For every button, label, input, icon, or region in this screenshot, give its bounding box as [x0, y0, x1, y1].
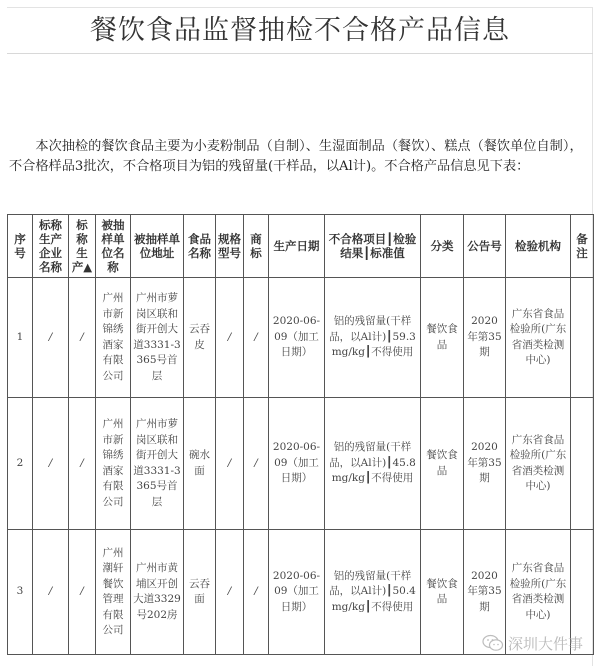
cell-failed-item: 铝的残留量(干样品，以Al计)┃45.8mg/kg┃不得使用 — [325, 398, 421, 530]
header-lab: 检验机构 — [506, 215, 571, 278]
cell-notice-no: 2020年第35期 — [464, 530, 506, 655]
cell-sampled-address: 广州市黄埔区开创大道3329号202房 — [131, 530, 184, 655]
cell-spec: / — [216, 278, 244, 398]
cell-spec: / — [216, 398, 244, 530]
cell-sampled-address: 广州市萝岗区联和街开创大道3331-3365号首层 — [131, 398, 184, 530]
cell-production-date: 2020-06-09（加工日期） — [269, 278, 325, 398]
cell-producer-name: / — [33, 278, 69, 398]
header-notice-no: 公告号 — [464, 215, 506, 278]
header-category: 分类 — [421, 215, 464, 278]
header-production-date: 生产日期 — [269, 215, 325, 278]
cell-lab: 广东省食品检验所(广东省酒类检测中心) — [506, 398, 571, 530]
cell-food-name: 云吞面 — [184, 530, 216, 655]
header-spec: 规格型号 — [216, 215, 244, 278]
cell-sampled-address: 广州市萝岗区联和街开创大道3331-3365号首层 — [131, 278, 184, 398]
cell-category: 餐饮食品 — [421, 530, 464, 655]
cell-lab: 广东省食品检验所(广东省酒类检测中心) — [506, 530, 571, 655]
cell-serial-no: 1 — [8, 278, 33, 398]
cell-producer-address: / — [69, 278, 96, 398]
cell-food-name: 碗水面 — [184, 398, 216, 530]
header-remark: 备注 — [571, 215, 594, 278]
cell-producer-name: / — [33, 530, 69, 655]
cell-brand: / — [244, 530, 269, 655]
cell-category: 餐饮食品 — [421, 278, 464, 398]
cell-brand: / — [244, 278, 269, 398]
watermark — [482, 632, 583, 654]
intro-paragraph: 本次抽检的餐饮食品主要为小麦粉制品（自制）、生湿面制品（餐饮）、糕点（餐饮单位自制），不合格样品3批次，不合格项目为铝的残留量(干样品，以Al计)。不合格产品信息见下表： — [9, 139, 583, 175]
cell-production-date: 2020-06-09（加工日期） — [269, 530, 325, 655]
header-producer-name: 标称生产企业名称 — [33, 215, 69, 278]
cell-spec: / — [216, 530, 244, 655]
cell-brand: / — [244, 398, 269, 530]
cell-sampled-unit: 广州市新锦绣酒家有限公司 — [96, 398, 131, 530]
cell-category: 餐饮食品 — [421, 398, 464, 530]
cell-failed-item: 铝的残留量(干样品，以Al计)┃59.3mg/kg┃不得使用 — [325, 278, 421, 398]
cell-notice-no: 2020年第35期 — [464, 398, 506, 530]
header-failed-item: 不合格项目┃检验结果┃标准值 — [325, 215, 421, 278]
cell-lab: 广东省食品检验所(广东省酒类检测中心) — [506, 278, 571, 398]
header-sampled-unit: 被抽样单位名称 — [96, 215, 131, 278]
cell-notice-no: 2020年第35期 — [464, 278, 506, 398]
document-title: 餐饮食品监督抽检不合格产品信息 — [7, 8, 593, 54]
header-serial-no: 序号 — [8, 215, 33, 278]
cell-serial-no: 2 — [8, 398, 33, 530]
header-producer-address: 标称生产▲ — [69, 215, 96, 278]
header-food-name: 食品名称 — [184, 215, 216, 278]
cell-sampled-unit: 广州潮轩餐饮管理有限公司 — [96, 530, 131, 655]
wechat-bubble-icon — [482, 634, 504, 652]
cell-remark — [571, 398, 594, 530]
cell-failed-item: 铝的残留量(干样品，以Al计)┃50.4mg/kg┃不得使用 — [325, 530, 421, 655]
table-row — [8, 398, 594, 530]
table-header-row — [8, 215, 594, 278]
header-brand: 商标 — [244, 215, 269, 278]
cell-production-date: 2020-06-09（加工日期） — [269, 398, 325, 530]
noncompliant-products-table — [7, 214, 594, 655]
header-sampled-address: 被抽样单位地址 — [131, 215, 184, 278]
watermark-text: 深圳大件事 — [508, 634, 584, 653]
cell-sampled-unit: 广州市新锦绣酒家有限公司 — [96, 278, 131, 398]
cell-producer-name: / — [33, 398, 69, 530]
table-row — [8, 278, 594, 398]
cell-producer-address: / — [69, 530, 96, 655]
cell-serial-no: 3 — [8, 530, 33, 655]
cell-food-name: 云吞皮 — [184, 278, 216, 398]
cell-producer-address: / — [69, 398, 96, 530]
cell-remark — [571, 278, 594, 398]
